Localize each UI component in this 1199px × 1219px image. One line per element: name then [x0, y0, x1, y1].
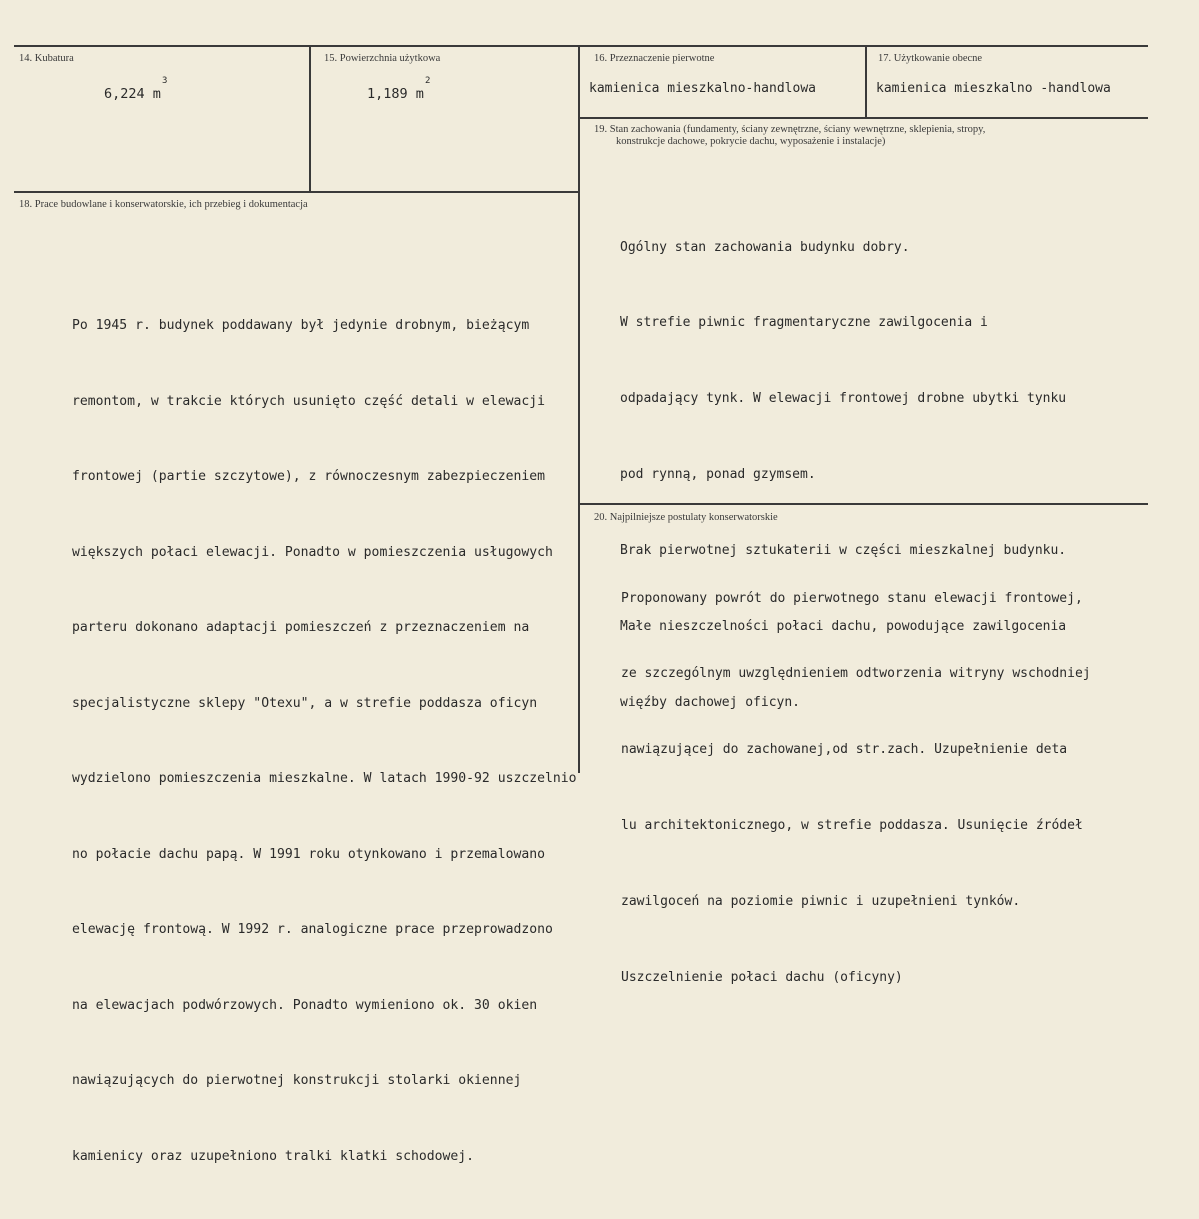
text-line: elewację frontową. W 1992 r. analogiczne prace przeprowadzono [72, 922, 553, 938]
powierzchnia-value: 1,189 m [367, 86, 424, 102]
przeznaczenie-label: 16. Przeznaczenie pierwotne [594, 53, 715, 64]
stan-zachowania-label-line1: 19. Stan zachowania (fundamenty, ściany zewnętrzne, ściany wewnętrzne, sklepienia, stropy, [594, 124, 986, 135]
text-line: większych połaci elewacji. Ponadto w pomieszczenia usługowych [72, 544, 553, 560]
text-line: nawiązujących do pierwotnej konstrukcji stolarki okiennej [72, 1073, 522, 1089]
stan-zachowania-label [594, 124, 985, 148]
text-line: lu architektonicznego, w strefie poddasza. Usunięcie źródeł [621, 818, 1083, 834]
uzytkowanie-value: kamienica mieszkalno -handlowa [876, 81, 1111, 96]
divider-15-16 [578, 45, 580, 773]
text-line: Proponowany powrót do pierwotnego stanu elewacji frontowej, [621, 590, 1083, 606]
powierzchnia-unit-exponent: 2 [425, 76, 431, 86]
text-line: Brak pierwotnej sztukaterii w części mieszkalnej budynku. [620, 543, 1067, 559]
divider-14-15 [309, 45, 311, 191]
postulaty-text [621, 535, 1091, 1041]
text-line: więźby dachowej oficyn. [620, 694, 801, 710]
text-line: Ogólny stan zachowania budynku dobry. [620, 239, 910, 255]
text-line: frontowej (partie szczytowe), z równoczesnym zabezpieczeniem [72, 469, 545, 485]
text-line: W strefie piwnic fragmentaryczne zawilgocenia i [620, 315, 988, 331]
text-line: remontom, w trakcie których usunięto część detali w elewacji [72, 393, 545, 409]
text-line: ze szczególnym uwzględnieniem odtworzenia witryny wschodniej [621, 666, 1091, 682]
prace-text [72, 263, 577, 1219]
text-line: odpadający tynk. W elewacji frontowej drobne ubytki tynku [620, 391, 1067, 407]
text-line: no połacie dachu papą. W 1991 roku otynkowano i przemalowano [72, 846, 545, 862]
text-line: na elewacjach podwórzowych. Ponadto wymieniono ok. 30 okien [72, 997, 538, 1013]
przeznaczenie-value: kamienica mieszkalno-handlowa [589, 81, 816, 96]
separator-above-18 [14, 191, 579, 193]
postulaty-label: 20. Najpilniejsze postulaty konserwatorskie [594, 512, 778, 523]
text-line: specjalistyczne sklepy "Otexu", a w strefie poddasza oficyn [72, 695, 538, 711]
text-line: Uszczelnienie połaci dachu (oficyny) [621, 970, 903, 986]
prace-label: 18. Prace budowlane i konserwatorskie, ich przebieg i dokumentacja [19, 199, 308, 210]
separator-above-19 [578, 117, 1148, 119]
kubatura-unit-exponent: 3 [162, 76, 168, 86]
kubatura-value: 6,224 m [104, 86, 161, 102]
stan-zachowania-label-line2: konstrukcje dachowe, pokrycie dachu, wyposażenie i instalacje) [616, 136, 886, 147]
text-line: nawiązującej do zachowanej,od str.zach. Uzupełnienie deta [621, 742, 1068, 758]
powierzchnia-label: 15. Powierzchnia użytkowa [324, 53, 441, 64]
text-line: kamienicy oraz uzupełniono tralki klatki schodowej. [72, 1148, 475, 1164]
divider-16-17 [865, 45, 867, 117]
kubatura-label: 14. Kubatura [19, 53, 74, 64]
text-line: parteru dokonano adaptacji pomieszczeń z przeznaczeniem na [72, 620, 530, 636]
uzytkowanie-label: 17. Użytkowanie obecne [878, 53, 983, 64]
top-border [14, 45, 1148, 47]
text-line: Po 1945 r. budynek poddawany był jedynie drobnym, bieżącym [72, 318, 530, 334]
text-line: wydzielono pomieszczenia mieszkalne. W latach 1990-92 uszczelnio [72, 771, 577, 787]
text-line: pod rynną, ponad gzymsem. [620, 467, 816, 483]
text-line: Małe nieszczelności połaci dachu, powodujące zawilgocenia [620, 619, 1067, 635]
text-line: zawilgoceń na poziomie piwnic i uzupełnieni tynków. [621, 894, 1021, 910]
